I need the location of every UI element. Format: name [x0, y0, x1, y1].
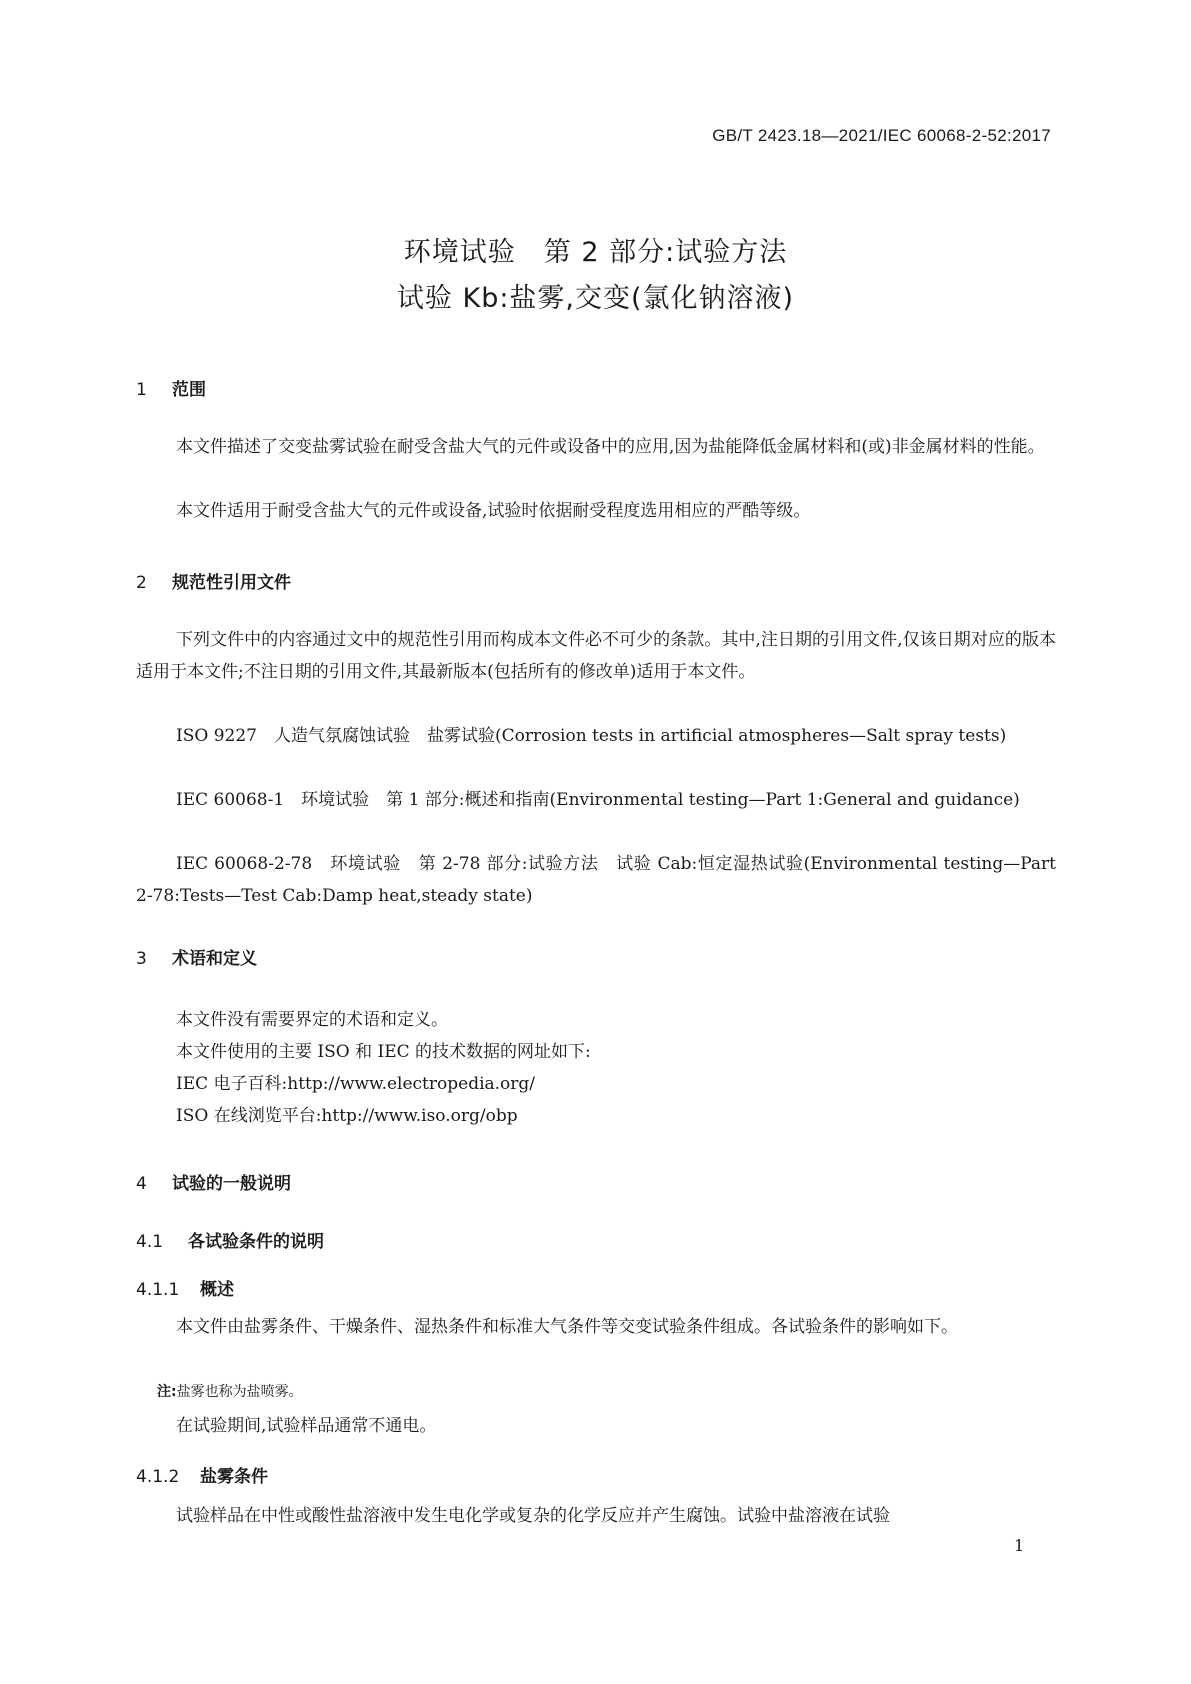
section-number: 1 — [136, 380, 147, 400]
section-1-heading — [136, 375, 206, 400]
section-4-1-1-heading — [136, 1275, 234, 1300]
note-label: 注: — [157, 1384, 177, 1400]
section-number: 4.1 — [136, 1232, 164, 1252]
document-title-line-1: 环境试验 第 2 部分:试验方法 — [403, 237, 788, 268]
section-title: 盐雾条件 — [200, 1467, 268, 1487]
section-title: 术语和定义 — [172, 949, 257, 969]
section-2-paragraph-1: 下列文件中的内容通过文中的规范性引用而构成本文件必不可少的条款。其中,注日期的引用文件,仅该日期对应的版本适用于本文件;不注日期的引用文件,其最新版本(包括所有的修改单)适用于本文件。 — [136, 630, 1056, 682]
section-title: 试验的一般说明 — [172, 1174, 291, 1194]
section-title: 各试验条件的说明 — [188, 1232, 324, 1252]
section-number: 4.1.2 — [136, 1467, 180, 1487]
section-4-1-2-paragraph-1: 试验样品在中性或酸性盐溶液中发生电化学或复杂的化学反应并产生腐蚀。试验中盐溶液在试验 — [176, 1506, 890, 1526]
electropedia-link-text: IEC 电子百科:http://www.electropedia.org/ — [176, 1074, 536, 1094]
reference-iec-60068-1: IEC 60068-1 环境试验 第 1 部分:概述和指南(Environmental testing—Part 1:General and guidance) — [176, 790, 1020, 810]
section-4-1-2-heading — [136, 1462, 268, 1487]
section-3-line-2: 本文件使用的主要 ISO 和 IEC 的技术数据的网址如下: — [176, 1042, 591, 1062]
page-number: 1 — [1014, 1536, 1025, 1555]
section-title: 规范性引用文件 — [172, 573, 291, 593]
section-4-heading — [136, 1169, 291, 1194]
document-title-line-2: 试验 Kb:盐雾,交变(氯化钠溶液) — [396, 283, 795, 314]
section-1-paragraph-2: 本文件适用于耐受含盐大气的元件或设备,试验时依据耐受程度选用相应的严酷等级。 — [176, 501, 811, 521]
section-2-heading — [136, 568, 291, 593]
section-title: 范围 — [172, 380, 206, 400]
section-4-1-heading — [136, 1227, 324, 1252]
section-4-1-1-paragraph-1: 本文件由盐雾条件、干燥条件、湿热条件和标准大气条件等交变试验条件组成。各试验条件的影响如下。 — [176, 1317, 958, 1337]
section-1-paragraph-1: 本文件描述了交变盐雾试验在耐受含盐大气的元件或设备中的应用,因为盐能降低金属材料和(或)非金属材料的性能。 — [176, 437, 1045, 457]
section-title: 概述 — [200, 1280, 234, 1300]
section-number: 4 — [136, 1174, 147, 1194]
section-number: 4.1.1 — [136, 1280, 180, 1300]
standard-number: GB/T 2423.18—2021/IEC 60068-2-52:2017 — [712, 126, 1051, 145]
section-3-line-1: 本文件没有需要界定的术语和定义。 — [176, 1010, 448, 1030]
section-number: 2 — [136, 573, 147, 593]
section-number: 3 — [136, 949, 147, 969]
note — [157, 1381, 303, 1401]
reference-iso-9227: ISO 9227 人造气氛腐蚀试验 盐雾试验(Corrosion tests in artificial atmospheres—Salt spray tests) — [176, 726, 1007, 746]
section-4-1-1-line-1: 在试验期间,试验样品通常不通电。 — [176, 1416, 437, 1436]
section-3-heading — [136, 944, 257, 969]
reference-iec-60068-2-78: IEC 60068-2-78 环境试验 第 2-78 部分:试验方法 试验 Cab:恒定湿热试验(Environmental testing—Part 2-78:Tests—Test Cab:Damp heat,steady state) — [136, 854, 1056, 906]
iso-obp-link-text: ISO 在线浏览平台:http://www.iso.org/obp — [176, 1106, 518, 1126]
note-text: 盐雾也称为盐喷雾。 — [176, 1384, 303, 1400]
